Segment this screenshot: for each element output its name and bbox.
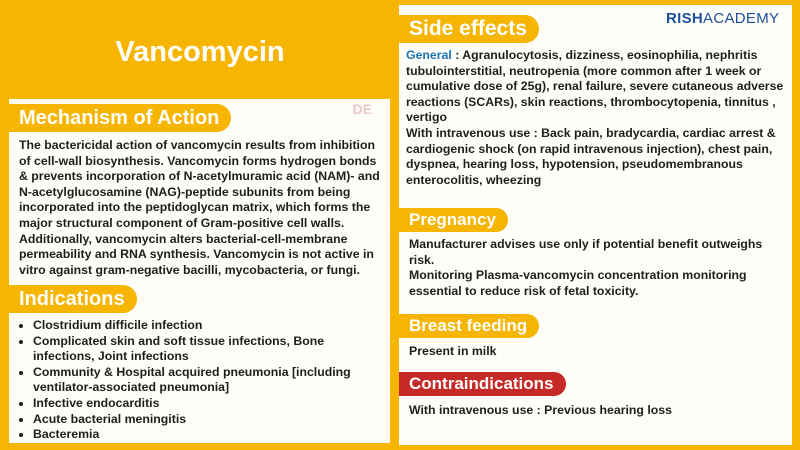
pregnancy-heading: Pregnancy: [399, 208, 508, 232]
side-effects-iv: With intravenous use : Back pain, bradycardia, cardiac arrest & cardiogenic shock (on rapid intravenous injection), chest pain, dyspnea, hearing loss, hypotension, pseudomembranous enterocolitis, wheezing: [406, 125, 776, 187]
list-item: • Acute bacterial meningitis: [33, 412, 386, 428]
list-item: • Community & Hospital acquired pneumonia [including ventilator-associated pneumonia]: [33, 365, 386, 396]
indications-heading: Indications: [9, 285, 137, 313]
side-effects-heading: Side effects: [399, 15, 539, 43]
contraindications-text: With intravenous use : Previous hearing loss: [409, 403, 672, 417]
list-item: • Complicated skin and soft tissue infections, Bone infections, Joint infections: [33, 334, 386, 365]
side-effects-general: General : Agranulocytosis, dizziness, eosinophilia, nephritis tubulointerstitial, neutropenia (more common after 1 week or cumulative dose of 25g), renal failure, severe cutaneous adverse reactions (SCARs), skin reactions, thrombocytopenia, tinnitus , vertigo: [406, 48, 784, 125]
watermark: DE: [352, 101, 372, 117]
indications-list: [18, 318, 386, 443]
pregnancy-text: Manufacturer advises use only if potential benefit outweighs risk. Monitoring Plasma-vancomycin concentration monitoring essential to reduce risk of fetal toxicity.: [409, 237, 763, 298]
rishacademy-logo: RISHACADEMY: [666, 10, 780, 27]
general-label: General: [406, 48, 452, 62]
list-item: • Clostridium difficile infection: [33, 318, 386, 334]
list-item: • Bacteremia: [33, 427, 386, 443]
mechanism-text: The bactericidal action of vancomycin results from inhibition of cell-wall biosynthesis. Vancomycin forms hydrogen bonds & prevents incorporation of N-acetylmuramic acid (NAM)- and N-acetylglucosamine (NAG)-peptide subunits from being incorporated into the peptidoglycan matrix, which forms the major structural component of Gram-positive cell walls. Additionally, vancomycin alters bacterial-cell-membrane permeability and RNA synthesis. Vancomycin is not active in vitro against gram-negative bacilli, mycobacteria, or fungi.: [19, 138, 380, 277]
list-item: • Infective endocarditis: [33, 396, 386, 412]
mechanism-heading: Mechanism of Action: [9, 104, 231, 132]
contraindications-heading: Contraindications: [399, 372, 566, 396]
breast-feeding-heading: Breast feeding: [399, 314, 539, 338]
breast-feeding-text: Present in milk: [409, 344, 497, 358]
page-title: Vancomycin: [115, 36, 285, 68]
side-effects-text: [406, 48, 792, 188]
